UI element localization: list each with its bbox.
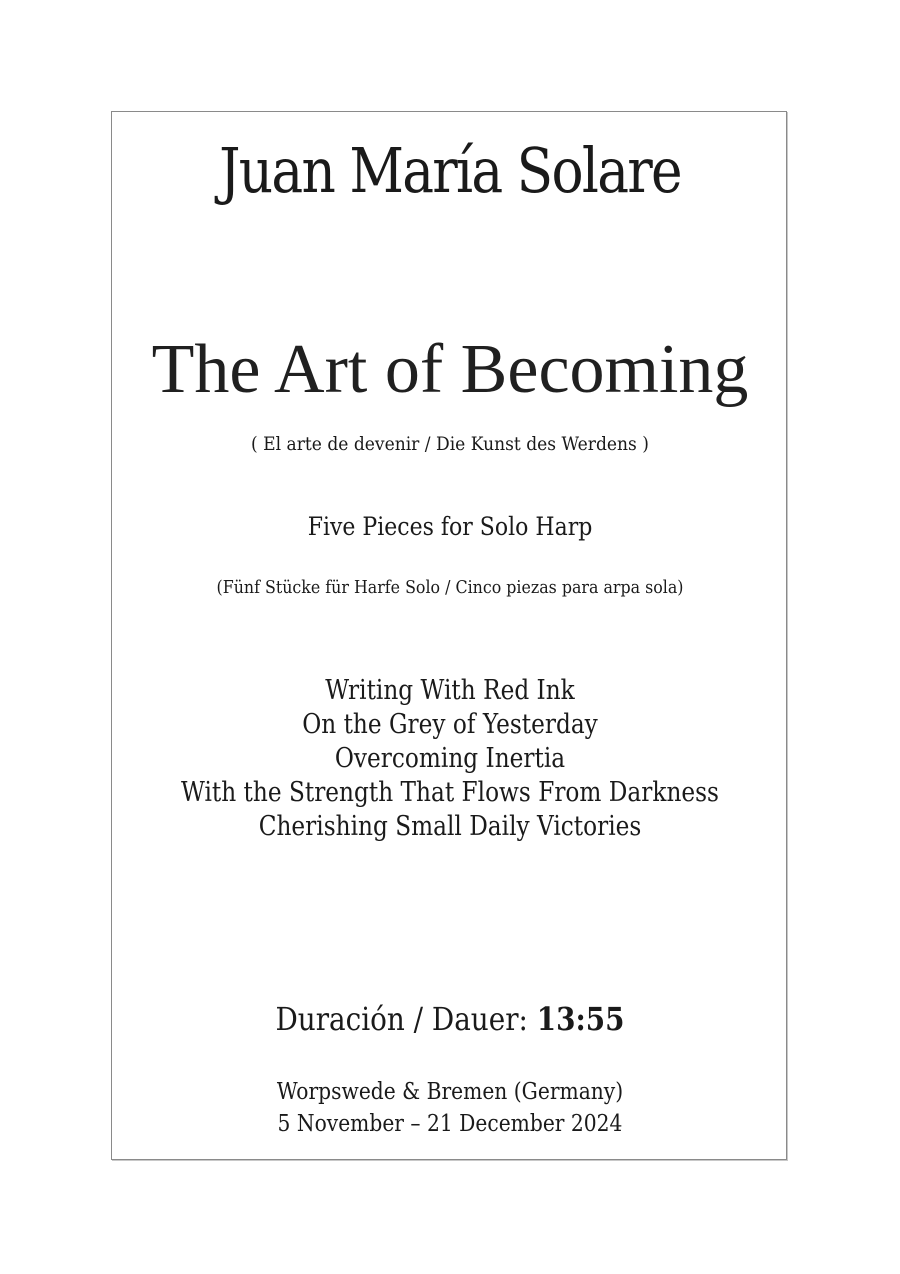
title-translations: ( El arte de devenir / Die Kunst des Werdens ) bbox=[251, 433, 649, 455]
composition-place: Worpswede & Bremen (Germany) bbox=[276, 1079, 624, 1105]
composition-dates: 5 November – 21 December 2024 bbox=[277, 1111, 623, 1137]
work-title: The Art of Becoming bbox=[151, 331, 749, 408]
movement-title: With the Strength That Flows From Darkness bbox=[181, 777, 719, 808]
movement-title: Writing With Red Ink bbox=[325, 675, 575, 706]
duration bbox=[59, 996, 842, 1042]
movement-list bbox=[63, 674, 837, 844]
instrumentation: Five Pieces for Solo Harp bbox=[307, 512, 593, 541]
movement-title: On the Grey of Yesterday bbox=[302, 709, 598, 740]
movement-title: Overcoming Inertia bbox=[334, 743, 566, 774]
duration-value: 13:55 bbox=[536, 1000, 625, 1038]
movement-title: Cherishing Small Daily Victories bbox=[258, 811, 642, 842]
composer-name: Juan María Solare bbox=[219, 134, 681, 207]
instrumentation-translations: (Fünf Stücke für Harfe Solo / Cinco piezas para arpa sola) bbox=[216, 577, 684, 598]
duration-label: Duración / Dauer: bbox=[275, 1000, 537, 1038]
